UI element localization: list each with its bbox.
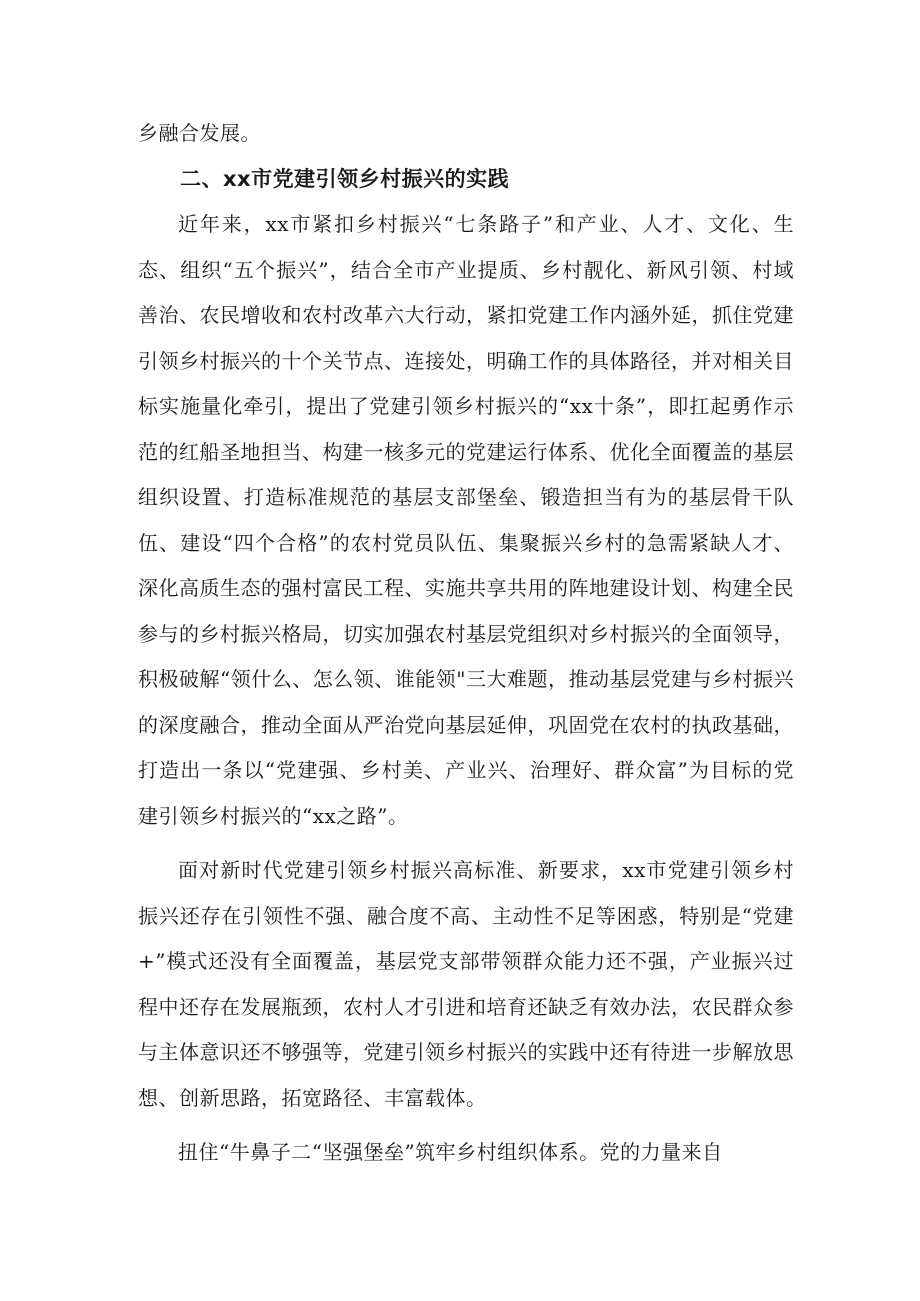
paragraph-3: 扭住“牛鼻子二“坚强堡垒”筑牢乡村组织体系。党的力量来自 <box>178 1140 723 1164</box>
paragraph-2: 面对新时代党建引领乡村振兴高标准、新要求，xx市党建引领乡村振兴还存在引领性不强、融合度不高、主动性不足等困惑，特别是“党建+”模式还没有全面覆盖，基层党支部带领群众能力还不强，产业振兴过程中还存在发展瓶颈，农村人才引进和培育还缺乏有效办法，农民群众参与主体意识还不够强等，党建引领乡村振兴的实践中还有待进一步解放思想、创新思路，拓宽路径、丰富载体。 <box>138 858 794 1110</box>
paragraph-1: 近年来，xx市紧扣乡村振兴“七条路子”和产业、人才、文化、生态、组织“五个振兴”，结合全市产业提质、乡村靓化、新风引领、村域善治、农民增收和农村改革六大行动，紧扣党建工作内涵外延，抓住党建引领乡村振兴的十个关节点、连接处，明确工作的具体路径，并对相关目标实施量化牵引，提出了党建引领乡村振兴的“xx十条”，即扛起勇作示范的红船圣地担当、构建一核多元的党建运行体系、优化全面覆盖的基层组织设置、打造标准规范的基层支部堡垒、锻造担当有为的基层骨干队伍、建设“四个合格”的农村党员队伍、集聚振兴乡村的急需紧缺人才、深化高质生态的强村富民工程、实施共享共用的阵地建设计划、构建全民参与的乡村振兴格局，切实加强农村基层党组织对乡村振兴的全面领导，积极破解“领什么、怎么领、谁能领"三大难题，推动基层党建与乡村振兴的深度融合，推动全面从严治党向基层延伸，巩固党在农村的执政基础，打造出一条以“党建强、乡村美、产业兴、治理好、群众富”为目标的党建引领乡村振兴的“xx之路”。 <box>138 212 794 828</box>
document-body <box>138 111 794 1176</box>
paragraph-gap <box>138 1121 794 1130</box>
continuation-text: 乡融合发展。 <box>138 121 261 145</box>
section-heading: 二、xx市党建引领乡村振兴的实践 <box>180 166 510 191</box>
paragraph-gap <box>138 839 794 848</box>
